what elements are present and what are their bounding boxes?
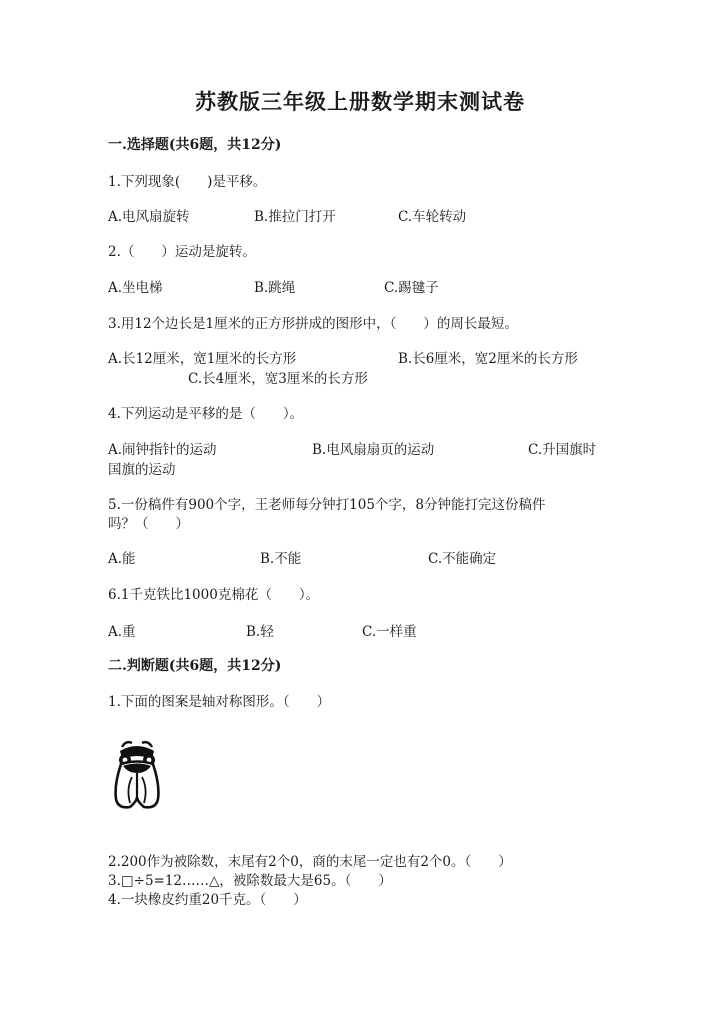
question-2-3: 3.□÷5=12……△，被除数最大是65。（ ） [108,873,392,889]
question-1-3: 3.用12个边长是1厘米的正方形拼成的图形中，（ ）的周长最短。 [108,316,518,332]
page-title: 苏教版三年级上册数学期末测试卷 [195,89,525,114]
option-1-3-c: C.长4厘米，宽3厘米的长方形 [188,371,368,387]
option-1-5-b: B.不能 [260,551,302,567]
option-1-1-c: C.车轮转动 [398,209,467,225]
option-1-1-a: A.电风扇旋转 [108,209,190,225]
option-1-4-c-line2: 国旗的运动 [108,462,176,478]
insect-figure [108,737,166,811]
question-2-1: 1.下面的图案是轴对称图形。（ ） [108,694,331,710]
option-1-3-b: B.长6厘米，宽2厘米的长方形 [398,351,578,367]
question-2-2: 2.200作为被除数，末尾有2个0，商的末尾一定也有2个0。（ ） [108,854,512,870]
question-1-6: 6.1千克铁比1000克棉花（ ）。 [108,587,320,603]
option-1-4-a: A.闹钟指针的运动 [108,442,217,458]
option-1-5-a: A.能 [108,551,136,567]
question-1-5-line2: 吗？（ ） [108,516,189,532]
section-heading-choice: 一.选择题(共6题，共12分) [108,137,282,153]
option-1-3-a: A.长12厘米，宽1厘米的长方形 [108,351,297,367]
option-1-6-a: A.重 [108,624,136,640]
option-1-4-c-line1: C.升国旗时 [528,442,597,458]
option-1-6-b: B.轻 [246,624,274,640]
option-1-6-c: C.一样重 [362,624,417,640]
section-heading-judge: 二.判断题(共6题，共12分) [108,658,282,674]
option-1-2-c: C.踢毽子 [384,280,439,296]
question-1-4: 4.下列运动是平移的是（ ）。 [108,406,304,422]
question-1-1: 1.下列现象( )是平移。 [108,174,267,190]
option-1-2-a: A.坐电梯 [108,280,163,296]
option-1-1-b: B.推拉门打开 [254,209,336,225]
option-1-2-b: B.跳绳 [254,280,296,296]
question-1-2: 2.（ ）运动是旋转。 [108,244,256,260]
option-1-4-b: B.电风扇扇页的运动 [312,442,435,458]
question-2-4: 4.一块橡皮约重20千克。（ ） [108,892,307,908]
question-1-5-line1: 5.一份稿件有900个字，王老师每分钟打105个字，8分钟能打完这份稿件 [108,497,546,513]
option-1-5-c: C.不能确定 [428,551,497,567]
